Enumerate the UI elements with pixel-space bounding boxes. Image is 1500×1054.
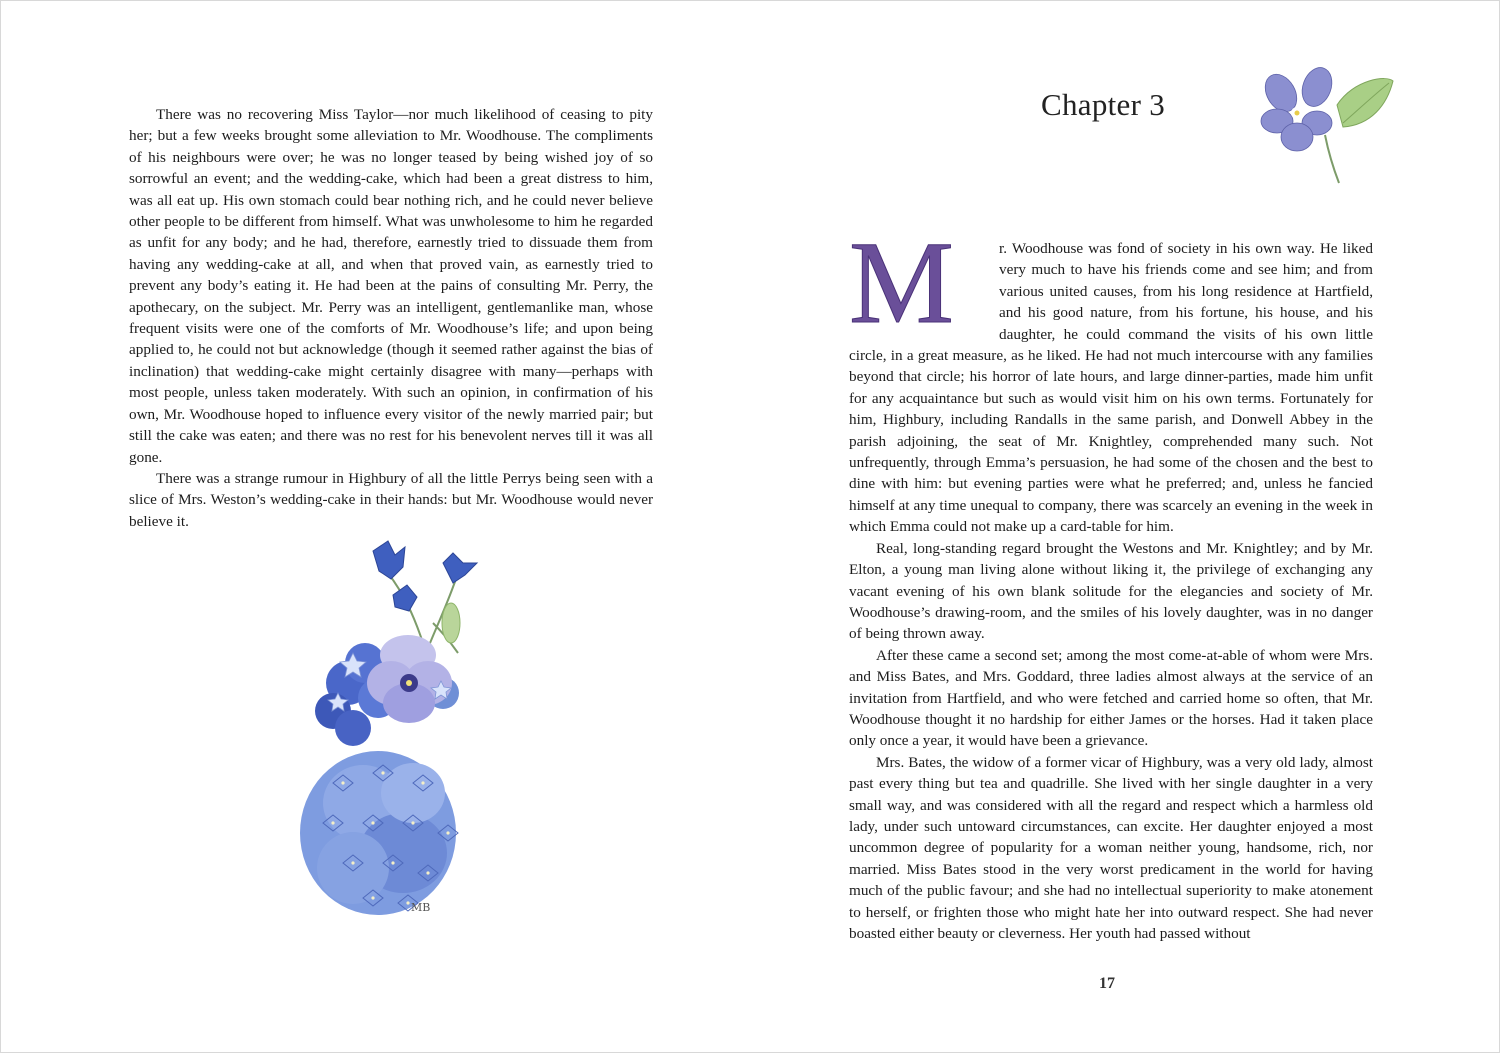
chapter-title: Chapter 3 — [1041, 87, 1166, 122]
left-text-column — [129, 104, 653, 532]
illustrator-signature: MB — [411, 901, 431, 914]
drop-cap — [849, 236, 999, 330]
page-number: 17 — [1099, 975, 1115, 992]
right-paragraph-1: r. Woodhouse was fond of society in his own way. He liked very much to have his friends come and see him; and from various united causes, from his long residence at Hartfield, and his good nature, from his fortune, his house, and his daughter, he could command the visits of his own little circle, in a great measure, as he liked. He had not much intercourse with any families beyond that circle; his horror of late hours, and large dinner-parties, made him unfit for any acquaintance but such as would visit him on his own terms. Fortunately for him, Highbury, including Randalls in the same parish, and Donwell Abbey in the parish adjoining, the seat of Mr. Knightley, comprehended many such. Not unfrequently, through Emma’s persuasion, he had some of the chosen and the best to dine with him: but evening parties were what he preferred; and, unless he fancied himself at any time unequal to company, there was scarcely an evening in the week in which Emma could not make up a card-table for him. — [849, 240, 1373, 536]
right-paragraph-4: Mrs. Bates, the widow of a former vicar of Highbury, was a very old lady, almost past every thing but tea and quadrille. She lived with her single daughter in a very small way, and was considered with all the regard and respect which a harmless old lady, under such untoward circumstances, can excite. Her daughter enjoyed a most uncommon degree of popularity for a woman neither young, handsome, rich, nor married. Miss Bates stood in the very worst predicament in the world for having much of the public favour; and she had no intellectual superiority to make atonement to herself, or frighten those who might hate her into outward respect. She had never boasted either beauty or cleverness. Her youth had passed without — [849, 753, 1373, 942]
violet-flower-illustration — [1259, 65, 1399, 187]
drop-cap-letter: M — [849, 236, 954, 330]
left-paragraph-1: There was no recovering Miss Taylor—nor much likelihood of ceasing to pity her; but a few weeks brought some alleviation to Mr. Woodhouse. The compliments of his neighbours were over; he was no longer teased by being wished joy of so sorrowful an event; and the wedding-cake, which had been a great distress to him, was all eat up. His own stomach could bear nothing rich, and he could never believe other people to be different from himself. What was unwholesome to him he regarded as unfit for any body; and he had, therefore, earnestly tried to dissuade them from having any wedding-cake at all, and when that proved vain, as earnestly tried to prevent any body’s eating it. He had been at the pains of consulting Mr. Perry, the apothecary, on the subject. Mr. Perry was an intelligent, gentlemanlike man, whose frequent visits were one of the comforts of Mr. Woodhouse’s life; and upon being applied to, he could not but acknowledge (though it seemed rather against the bias of inclination) that wedding-cake might certainly disagree with many—perhaps with most people, unless taken moderately. With such an opinion, in confirmation of his own, Mr. Woodhouse hoped to influence every visitor of the newly married pair; but still the cake was eaten; and there was no rest for his benevolent nerves till it was all gone. — [129, 106, 653, 466]
flower-bouquet-illustration — [293, 533, 493, 943]
left-page — [1, 1, 751, 1054]
right-paragraph-2: Real, long-standing regard brought the Westons and Mr. Knightley; and by Mr. Elton, a young man living alone without liking it, the privilege of exchanging any vacant evening of his own blank solitude for the elegancies and society of Mr. Woodhouse’s drawing-room, and the smiles of his lovely daughter, was in no danger of being thrown away. — [849, 539, 1373, 643]
left-paragraph-2: There was a strange rumour in Highbury of all the little Perrys being seen with a slice of Mrs. Weston’s wedding-cake in their hands: but Mr. Woodhouse would never believe it. — [129, 469, 653, 530]
right-paragraph-3: After these came a second set; among the most come-at-able of whom were Mrs. and Miss Bates, and Mrs. Goddard, three ladies almost always at the service of an invitation from Hartfield, and who were fetched and carried home so often, that Mr. Woodhouse thought it no hardship for either James or the horses. Had it taken place only once a year, it would have been a grievance. — [849, 646, 1373, 750]
right-page — [751, 1, 1500, 1054]
right-text-column — [849, 238, 1373, 944]
